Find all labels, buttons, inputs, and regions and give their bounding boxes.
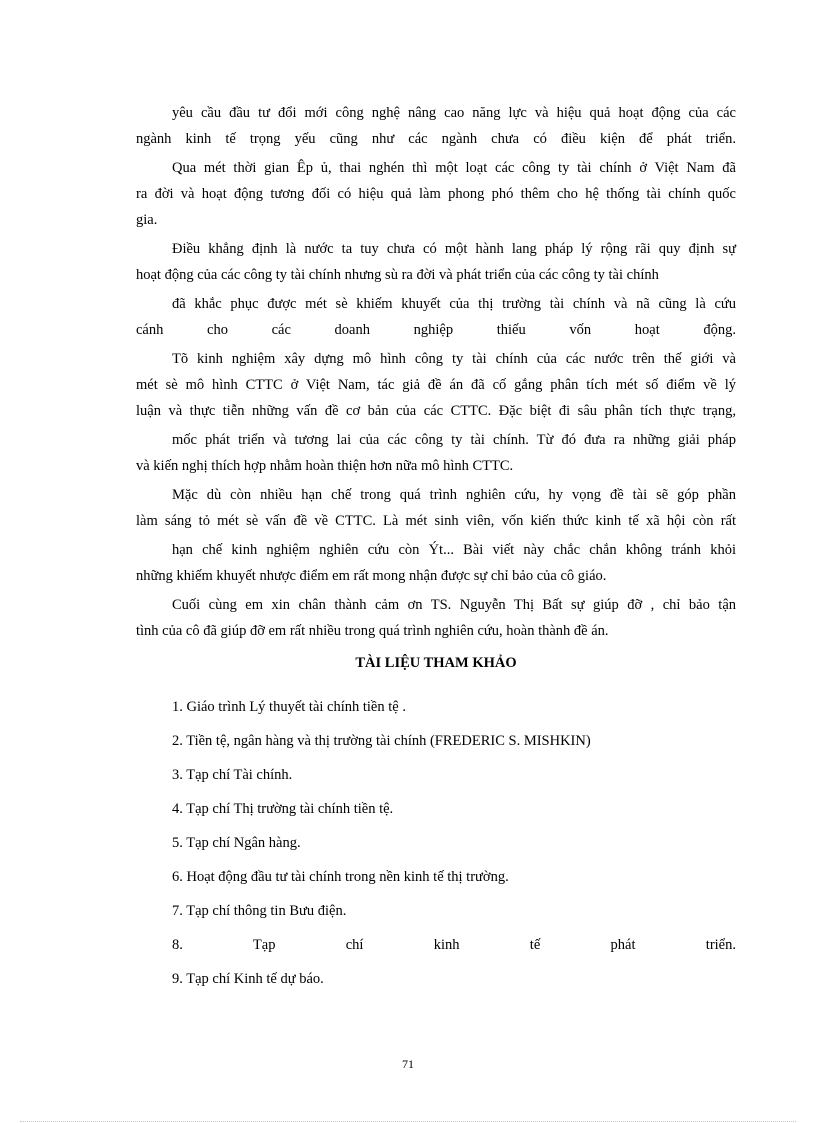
paragraph-2 — [136, 155, 736, 233]
text-line: mốc phát triển và tương lai của các công ty tài chính. Từ đó đưa ra những giải pháp — [172, 432, 736, 448]
text-line: những khiếm khuyết nhược điểm em rất mong nhận được sự chỉ bảo của cô giáo. — [136, 568, 607, 584]
text-line: Cuối cùng em xin chân thành cảm ơn TS. Nguyễn Thị Bất sự giúp đỡ , chỉ bảo tận — [172, 597, 736, 613]
paragraph-8 — [136, 537, 736, 589]
paragraph-1 — [136, 100, 736, 152]
text-line: Tõ kinh nghiệm xây dựng mô hình công ty tài chính của các nước trên thế giới và — [172, 351, 736, 367]
paragraph-9 — [136, 592, 736, 644]
page-content — [136, 100, 736, 1000]
text-line: yêu cầu đầu tư đổi mới công nghệ nâng cao năng lực và hiệu quả hoạt động của các — [172, 105, 736, 121]
paragraph-5 — [136, 346, 736, 424]
reference-item: 2. Tiền tệ, ngân hàng và thị trường tài chính (FREDERIC S. MISHKIN) — [172, 733, 591, 749]
text-line: đã khắc phục được mét sè khiếm khuyết của thị trường tài chính và nã cũng là cứu — [172, 296, 736, 312]
paragraph-4 — [136, 291, 736, 343]
reference-item: 1. Giáo trình Lý thuyết tài chính tiền tệ . — [172, 699, 406, 715]
text-line: luận và thực tiễn những vấn đề cơ bản của các CTTC. Đặc biệt đi sâu phân tích thực trạng, — [136, 403, 736, 419]
text-line: hoạt động của các công ty tài chính nhưng sù ra đời và phát triển của các công ty tài chính — [136, 267, 659, 283]
text-line: tình của cô đã giúp đỡ em rất nhiều trong quá trình nghiên cứu, hoàn thành đề án. — [136, 623, 609, 639]
text-line: mét sè mô hình CTTC ở Việt Nam, tác giả đề án đã cố gắng phân tích mét số điểm về lý — [136, 377, 736, 393]
reference-item: 7. Tạp chí thông tin Bưu điện. — [172, 903, 347, 919]
text-line: và kiến nghị thích hợp nhằm hoàn thiện hơn nữa mô hình CTTC. — [136, 458, 514, 474]
text-line: hạn chế kinh nghiệm nghiên cứu còn Ýt... Bài viết này chắc chắn không tránh khỏi — [172, 542, 736, 558]
reference-item: 3. Tạp chí Tài chính. — [172, 767, 293, 783]
text-line: ra đời và hoạt động tương đối có hiệu quả làm phong phó thêm cho hệ thống tài chính quốc — [136, 186, 736, 202]
reference-item: 9. Tạp chí Kinh tế dự báo. — [172, 971, 324, 987]
text-line: Qua mét thời gian Êp ủ, thai nghén thì một loạt các công ty tài chính ở Việt Nam đã — [172, 160, 736, 176]
references-list — [136, 694, 736, 1000]
text-line: cánh cho các doanh nghiệp thiếu vốn hoạt động. — [136, 322, 736, 338]
text-line: làm sáng tỏ mét sè vấn đề về CTTC. Là mét sinh viên, vốn kiến thức kinh tế xã hội còn rất — [136, 513, 736, 529]
references-heading: TÀI LIỆU THAM KHẢO — [355, 655, 517, 671]
text-line: gia. — [136, 212, 158, 228]
reference-item: 8. Tạp chí kinh tế phát triển. — [172, 937, 736, 953]
paragraph-6 — [136, 427, 736, 479]
text-line: Điều khẳng định là nước ta tuy chưa có một hành lang pháp lý rộng rãi quy định sự — [172, 241, 736, 257]
reference-item: 4. Tạp chí Thị trường tài chính tiền tệ. — [172, 801, 394, 817]
reference-item: 5. Tạp chí Ngân hàng. — [172, 835, 301, 851]
paragraph-7 — [136, 482, 736, 534]
page-bottom-divider — [20, 1121, 796, 1122]
text-line: Mặc dù còn nhiều hạn chế trong quá trình nghiên cứu, hy vọng đề tài sẽ góp phần — [172, 487, 736, 503]
paragraph-3 — [136, 236, 736, 288]
page-number: 71 — [402, 1057, 414, 1071]
text-line: ngành kinh tế trọng yếu cũng như các ngành chưa có điều kiện để phát triển. — [136, 131, 736, 147]
reference-item: 6. Hoạt động đầu tư tài chính trong nền kinh tế thị trường. — [172, 869, 509, 885]
